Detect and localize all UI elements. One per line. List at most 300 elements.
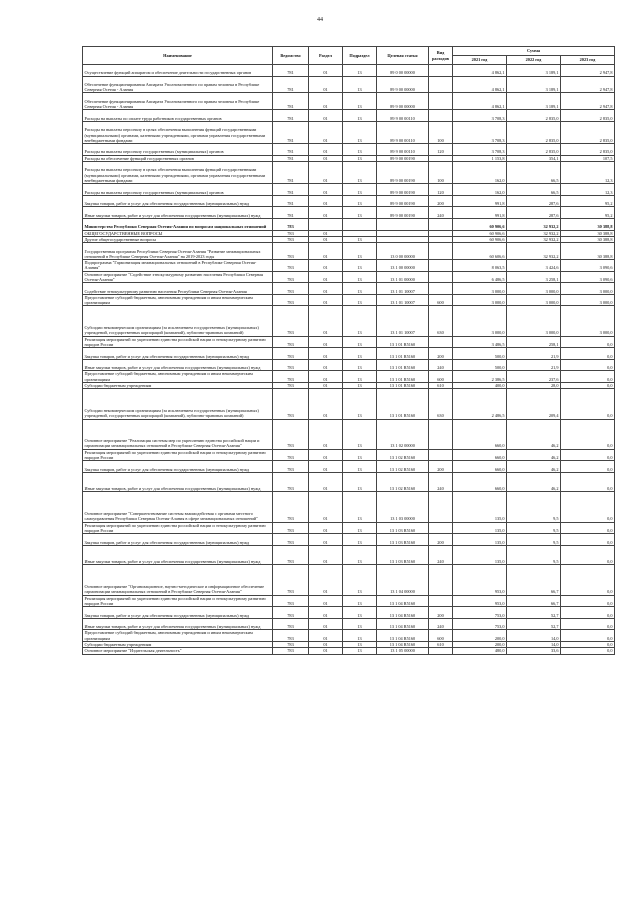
cell-y2: 33,6 xyxy=(507,648,561,654)
cell-dept: 783 xyxy=(273,618,309,630)
cell-dept: 783 xyxy=(273,219,309,231)
cell-dept: 781 xyxy=(273,195,309,207)
cell-sub: 13 xyxy=(343,162,377,184)
table-row xyxy=(83,472,615,492)
cell-dept: 783 xyxy=(273,648,309,654)
cell-target: 13 1 04 00000 xyxy=(377,565,429,595)
cell-dept: 783 xyxy=(273,472,309,492)
cell-dept: 783 xyxy=(273,260,309,272)
cell-dept: 783 xyxy=(273,642,309,648)
cell-vr: 120 xyxy=(429,144,453,156)
cell-target: 13 1 04 R5160 xyxy=(377,618,429,630)
cell-y1: 500,0 xyxy=(453,348,507,360)
cell-vr xyxy=(429,93,453,110)
cell-y2: 9,5 xyxy=(507,492,561,522)
cell-y1: 3 000,0 xyxy=(453,283,507,295)
cell-target: 13 1 03 00000 xyxy=(377,492,429,522)
cell-y3: 0,0 xyxy=(561,565,615,595)
cell-sub: 13 xyxy=(343,648,377,654)
header-exptype: Вид расходов xyxy=(429,47,453,65)
cell-sub: 13 xyxy=(343,155,377,161)
cell-dept: 781 xyxy=(273,144,309,156)
cell-sec: 01 xyxy=(309,359,343,371)
cell-sec: 01 xyxy=(309,565,343,595)
cell-y1: 953,0 xyxy=(453,595,507,607)
cell-dept: 783 xyxy=(273,283,309,295)
cell-name: Субсидии некоммерческим организациям (за исключением государственных (муниципальных) учреждений, государственных корпораций (компаний), публично-правовых компаний) xyxy=(83,389,273,419)
table-row xyxy=(83,545,615,565)
cell-y3: 0,0 xyxy=(561,461,615,473)
cell-y2: 32 932,2 xyxy=(507,219,561,231)
cell-y1: 660,0 xyxy=(453,472,507,492)
cell-y2: 32 932,2 xyxy=(507,236,561,242)
table-row xyxy=(83,565,615,595)
cell-y2: 3 000,0 xyxy=(507,294,561,306)
cell-sub: 13 xyxy=(343,207,377,219)
cell-target: 13 1 02 R5160 xyxy=(377,461,429,473)
cell-dept: 783 xyxy=(273,545,309,565)
cell-dept: 783 xyxy=(273,492,309,522)
cell-name: Закупка товаров, работ и услуг для обеспечения государственных (муниципальных) нужд xyxy=(83,534,273,546)
cell-dept: 783 xyxy=(273,230,309,236)
cell-y3: 2 947,8 xyxy=(561,65,615,77)
cell-dept: 781 xyxy=(273,121,309,143)
cell-y1: 953,0 xyxy=(453,565,507,595)
cell-dept: 783 xyxy=(273,294,309,306)
cell-sub: 13 xyxy=(343,121,377,143)
cell-y1: 4 862,1 xyxy=(453,76,507,93)
cell-vr: 630 xyxy=(429,306,453,336)
cell-sub: 13 xyxy=(343,348,377,360)
cell-sec: 01 xyxy=(309,595,343,607)
cell-y2: 354,1 xyxy=(507,155,561,161)
cell-y3: 0,0 xyxy=(561,419,615,449)
cell-sec: 01 xyxy=(309,522,343,534)
cell-name: Субсидии бюджетным учреждениям xyxy=(83,383,273,389)
cell-target: 13 1 04 R5160 xyxy=(377,595,429,607)
cell-sub xyxy=(343,219,377,231)
header-name: Наименование xyxy=(83,47,273,65)
cell-vr: 600 xyxy=(429,630,453,642)
cell-vr xyxy=(429,648,453,654)
cell-sub: 13 xyxy=(343,336,377,348)
cell-dept: 783 xyxy=(273,595,309,607)
cell-y2: 52,7 xyxy=(507,618,561,630)
cell-name: Предоставление субсидий бюджетным, автономным учреждениям и иным некоммерческим организациям xyxy=(83,630,273,642)
cell-sec: 01 xyxy=(309,243,343,260)
cell-y2: 46,2 xyxy=(507,461,561,473)
header-subsection: Подраздел xyxy=(343,47,377,65)
cell-target: 89 9 00 00000 xyxy=(377,76,429,93)
cell-sec: 01 xyxy=(309,648,343,654)
page-number: 44 xyxy=(317,17,323,23)
cell-target: 89 9 00 00190 xyxy=(377,195,429,207)
cell-name: Министерство Республики Северная Осетия-Алания по вопросам национальных отношений xyxy=(83,219,273,231)
cell-target: 89 9 00 00110 xyxy=(377,121,429,143)
cell-sec: 01 xyxy=(309,184,343,196)
cell-sec: 01 xyxy=(309,642,343,648)
cell-target: 89 9 00 00190 xyxy=(377,207,429,219)
cell-sub: 13 xyxy=(343,534,377,546)
table-row xyxy=(83,219,615,231)
cell-target: 13 1 02 R5160 xyxy=(377,472,429,492)
cell-dept: 783 xyxy=(273,522,309,534)
cell-y1: 4 862,1 xyxy=(453,65,507,77)
cell-sec: 01 xyxy=(309,607,343,619)
cell-y3: 12,3 xyxy=(561,162,615,184)
cell-sub: 13 xyxy=(343,389,377,419)
cell-y1: 8 063,5 xyxy=(453,260,507,272)
cell-y2: 3 000,0 xyxy=(507,283,561,295)
header-2023: 2023 год xyxy=(561,56,615,65)
cell-vr: 610 xyxy=(429,383,453,389)
cell-y3: 0,0 xyxy=(561,449,615,461)
table-row xyxy=(83,348,615,360)
table-row xyxy=(83,121,615,143)
cell-y2: 66,5 xyxy=(507,184,561,196)
cell-dept: 781 xyxy=(273,110,309,122)
cell-sec: 01 xyxy=(309,155,343,161)
cell-y3: 107,5 xyxy=(561,155,615,161)
cell-sec: 01 xyxy=(309,207,343,219)
cell-sec: 01 xyxy=(309,271,343,283)
cell-name: ОБЩЕГОСУДАРСТВЕННЫЕ ВОПРОСЫ xyxy=(83,230,273,236)
header-section: Раздел xyxy=(309,47,343,65)
cell-sec: 01 xyxy=(309,294,343,306)
table-row xyxy=(83,207,615,219)
cell-name: Реализация мероприятий по укреплению единства российской нации и этнокультурному развитию народов России xyxy=(83,336,273,348)
table-row xyxy=(83,294,615,306)
cell-sub: 13 xyxy=(343,294,377,306)
cell-target: 13 1 01 R5160 xyxy=(377,383,429,389)
cell-vr xyxy=(429,492,453,522)
cell-sub: 13 xyxy=(343,449,377,461)
cell-y3: 0,0 xyxy=(561,545,615,565)
cell-vr xyxy=(429,283,453,295)
table-row xyxy=(83,461,615,473)
cell-target: 89 9 00 00110 xyxy=(377,144,429,156)
cell-name: Расходы на выплаты персоналу государственных (муниципальных) органов xyxy=(83,144,273,156)
cell-dept: 783 xyxy=(273,359,309,371)
cell-sub: 13 xyxy=(343,472,377,492)
cell-y3: 0,0 xyxy=(561,492,615,522)
cell-vr xyxy=(429,243,453,260)
cell-sec: 01 xyxy=(309,534,343,546)
cell-y2: 21,9 xyxy=(507,348,561,360)
cell-name: Обеспечение функционирования Аппарата Уполномоченного по правам человека в Республике Северная Осетия - Алания xyxy=(83,76,273,93)
cell-y1: 162,0 xyxy=(453,162,507,184)
cell-vr xyxy=(429,76,453,93)
table-row xyxy=(83,389,615,419)
cell-target: 89 9 00 00190 xyxy=(377,155,429,161)
cell-vr xyxy=(429,565,453,595)
cell-dept: 783 xyxy=(273,607,309,619)
cell-target: 13 1 03 R5160 xyxy=(377,534,429,546)
cell-sec: 01 xyxy=(309,419,343,449)
table-row xyxy=(83,162,615,184)
cell-y1: 3 708,3 xyxy=(453,121,507,143)
cell-name: Расходы на выплаты персоналу государственных (муниципальных) органов xyxy=(83,184,273,196)
cell-sec: 01 xyxy=(309,461,343,473)
cell-sub: 13 xyxy=(343,461,377,473)
cell-y2: 258,1 xyxy=(507,336,561,348)
cell-sub: 13 xyxy=(343,110,377,122)
cell-sub: 13 xyxy=(343,93,377,110)
cell-y2: 2 835,0 xyxy=(507,110,561,122)
cell-target: 13 1 01 R5160 xyxy=(377,336,429,348)
cell-y1: 500,0 xyxy=(453,359,507,371)
cell-vr xyxy=(429,522,453,534)
cell-name: Предоставление субсидий бюджетным, автономным учреждениям и иным некоммерческим организациям xyxy=(83,294,273,306)
cell-y3: 12,3 xyxy=(561,184,615,196)
cell-y2: 2 835,0 xyxy=(507,144,561,156)
cell-y1: 3 708,3 xyxy=(453,110,507,122)
header-sum: Сумма xyxy=(453,47,615,56)
cell-name: Расходы на выплаты персоналу в целях обеспечения выполнения функций государственными (муниципальными) органами, казенными учреждениями, органами управления государственными внебюджетными фондами xyxy=(83,162,273,184)
table-row xyxy=(83,65,615,77)
cell-sec: 01 xyxy=(309,162,343,184)
cell-target: 13 1 01 10007 xyxy=(377,283,429,295)
cell-y3: 0,0 xyxy=(561,618,615,630)
cell-sub: 13 xyxy=(343,595,377,607)
cell-name: Обеспечение функционирования Аппарата Уполномоченного по правам человека в Республике Северная Осетия - Алания xyxy=(83,93,273,110)
cell-y2: 3 189,1 xyxy=(507,65,561,77)
cell-sec: 01 xyxy=(309,389,343,419)
table-row xyxy=(83,618,615,630)
cell-target: 13 1 04 R5160 xyxy=(377,630,429,642)
table-row xyxy=(83,283,615,295)
table-row xyxy=(83,271,615,283)
cell-dept: 781 xyxy=(273,207,309,219)
cell-name: Основное мероприятие "Издательская деятельность" xyxy=(83,648,273,654)
cell-sub: 13 xyxy=(343,65,377,77)
cell-y1: 2 386,5 xyxy=(453,371,507,383)
header-2022: 2022 год xyxy=(507,56,561,65)
table-row xyxy=(83,492,615,522)
cell-sec: 01 xyxy=(309,348,343,360)
budget-table xyxy=(82,46,615,655)
cell-y1: 4 862,1 xyxy=(453,93,507,110)
cell-vr: 200 xyxy=(429,534,453,546)
cell-dept: 781 xyxy=(273,93,309,110)
table-row xyxy=(83,371,615,383)
cell-target: 13 1 01 R5160 xyxy=(377,359,429,371)
cell-y2: 66,7 xyxy=(507,595,561,607)
cell-name: Расходы на обеспечение функций государственных органов xyxy=(83,155,273,161)
cell-target: 13 1 01 R5160 xyxy=(377,371,429,383)
cell-vr: 240 xyxy=(429,618,453,630)
cell-y2: 28,0 xyxy=(507,383,561,389)
cell-sub: 13 xyxy=(343,545,377,565)
cell-y3: 95,2 xyxy=(561,195,615,207)
cell-y3: 0,0 xyxy=(561,348,615,360)
cell-name: Реализация мероприятий по укреплению единства российской нации и этнокультурному развитию народов России xyxy=(83,522,273,534)
cell-target: 89 9 00 00000 xyxy=(377,93,429,110)
cell-dept: 783 xyxy=(273,630,309,642)
cell-vr xyxy=(429,449,453,461)
cell-y1: 135,0 xyxy=(453,545,507,565)
cell-name: Иные закупки товаров, работ и услуг для обеспечения государственных (муниципальных) нужд xyxy=(83,207,273,219)
cell-name: Закупка товаров, работ и услуг для обеспечения государственных (муниципальных) нужд xyxy=(83,607,273,619)
cell-name: Реализация мероприятий по укреплению единства российской нации и этнокультурному развитию народов России xyxy=(83,449,273,461)
cell-y2: 3 000,0 xyxy=(507,306,561,336)
cell-y3: 30 388,8 xyxy=(561,230,615,236)
cell-y3: 2 835,0 xyxy=(561,121,615,143)
cell-sec: 01 xyxy=(309,121,343,143)
cell-sec: 01 xyxy=(309,283,343,295)
table-body xyxy=(83,65,615,655)
cell-sub: 13 xyxy=(343,383,377,389)
cell-y2: 21,9 xyxy=(507,359,561,371)
cell-dept: 783 xyxy=(273,271,309,283)
cell-y1: 991,8 xyxy=(453,195,507,207)
cell-target: 13 1 04 R5160 xyxy=(377,607,429,619)
cell-y2: 237,6 xyxy=(507,371,561,383)
cell-y1: 3 000,0 xyxy=(453,294,507,306)
cell-name: Закупка товаров, работ и услуг для обеспечения государственных (муниципальных) нужд xyxy=(83,348,273,360)
cell-sub: 13 xyxy=(343,565,377,595)
cell-name: Основное мероприятие "Организационное, научно-методическое и информационное обеспечение гармонизации межнациональных отношений в Республике Северная Осетия-Алания" xyxy=(83,565,273,595)
cell-y1: 135,0 xyxy=(453,492,507,522)
table-row xyxy=(83,260,615,272)
cell-sub: 13 xyxy=(343,76,377,93)
cell-vr: 630 xyxy=(429,389,453,419)
cell-y3: 0,0 xyxy=(561,472,615,492)
cell-y2: 14,0 xyxy=(507,630,561,642)
cell-sec: 01 xyxy=(309,371,343,383)
cell-vr: 610 xyxy=(429,642,453,648)
cell-sub: 13 xyxy=(343,492,377,522)
cell-y2: 2 835,0 xyxy=(507,121,561,143)
cell-vr xyxy=(429,65,453,77)
cell-y3: 2 947,8 xyxy=(561,93,615,110)
cell-dept: 783 xyxy=(273,565,309,595)
cell-vr: 200 xyxy=(429,195,453,207)
cell-sub: 13 xyxy=(343,306,377,336)
cell-sec: 01 xyxy=(309,236,343,242)
cell-sec: 01 xyxy=(309,76,343,93)
table-row xyxy=(83,144,615,156)
cell-sub: 13 xyxy=(343,144,377,156)
cell-dept: 783 xyxy=(273,348,309,360)
cell-y1: 660,0 xyxy=(453,461,507,473)
cell-name: Основное мероприятие "Реализация системы мер по укреплению единства российской нации и гармонизации межнациональных отношений в Республике Северная Осетия-Алания" xyxy=(83,419,273,449)
cell-dept: 783 xyxy=(273,389,309,419)
cell-y2: 209,4 xyxy=(507,389,561,419)
cell-vr: 200 xyxy=(429,348,453,360)
cell-y2: 46,2 xyxy=(507,472,561,492)
cell-name: Государственная программа Республики Северная Осетия-Алания "Развитие межнациональных отношений в Республике Северная Осетия-Алания" на 2019-2023 годы xyxy=(83,243,273,260)
cell-sec: 01 xyxy=(309,630,343,642)
cell-vr: 240 xyxy=(429,545,453,565)
table-row xyxy=(83,306,615,336)
cell-y2: 287,6 xyxy=(507,207,561,219)
table-row xyxy=(83,648,615,654)
cell-sec: 01 xyxy=(309,472,343,492)
cell-name: Основное мероприятие "Содействие этнокультурному развитию населения Республики Северная Осетия-Алания" xyxy=(83,271,273,283)
cell-sub: 13 xyxy=(343,607,377,619)
cell-sec: 01 xyxy=(309,65,343,77)
cell-y3: 2 947,8 xyxy=(561,76,615,93)
cell-vr: 100 xyxy=(429,162,453,184)
cell-vr: 600 xyxy=(429,371,453,383)
cell-target: 13 1 05 00000 xyxy=(377,648,429,654)
cell-y3: 3 090,6 xyxy=(561,260,615,272)
cell-vr xyxy=(429,336,453,348)
cell-y2: 52,7 xyxy=(507,607,561,619)
cell-vr: 100 xyxy=(429,121,453,143)
cell-y1: 3 708,3 xyxy=(453,144,507,156)
cell-y3: 0,0 xyxy=(561,630,615,642)
cell-sec: 01 xyxy=(309,230,343,236)
cell-sec: 01 xyxy=(309,110,343,122)
cell-name: Субсидии некоммерческим организациям (за исключением государственных (муниципальных) учреждений, государственных корпораций (компаний), публично-правовых компаний) xyxy=(83,306,273,336)
cell-y1: 1 153,8 xyxy=(453,155,507,161)
cell-dept: 783 xyxy=(273,371,309,383)
cell-y3: 30 388,8 xyxy=(561,236,615,242)
cell-sec xyxy=(309,219,343,231)
cell-y3: 0,0 xyxy=(561,359,615,371)
cell-y1: 200,0 xyxy=(453,642,507,648)
cell-name: Реализация мероприятий по укреплению единства российской нации и этнокультурному развитию народов России xyxy=(83,595,273,607)
cell-y1: 3 000,0 xyxy=(453,306,507,336)
cell-target: 13 1 01 00000 xyxy=(377,271,429,283)
cell-y3: 3 000,0 xyxy=(561,294,615,306)
cell-y1: 753,0 xyxy=(453,618,507,630)
cell-dept: 781 xyxy=(273,162,309,184)
cell-target xyxy=(377,219,429,231)
cell-y2: 9,5 xyxy=(507,534,561,546)
cell-sec: 01 xyxy=(309,449,343,461)
cell-vr xyxy=(429,419,453,449)
cell-target: 13 1 03 R5160 xyxy=(377,545,429,565)
cell-name: Закупка товаров, работ и услуг для обеспечения государственных (муниципальных) нужд xyxy=(83,195,273,207)
header-dept: Ведомство xyxy=(273,47,309,65)
cell-y2: 3 424,6 xyxy=(507,260,561,272)
cell-sec: 01 xyxy=(309,336,343,348)
cell-target: 89 9 00 00190 xyxy=(377,184,429,196)
cell-sec: 01 xyxy=(309,618,343,630)
cell-y3: 95,2 xyxy=(561,207,615,219)
cell-y3: 2 835,0 xyxy=(561,110,615,122)
cell-y3: 0,0 xyxy=(561,389,615,419)
cell-sub: 13 xyxy=(343,283,377,295)
cell-y2: 9,5 xyxy=(507,522,561,534)
cell-y3: 30 388,8 xyxy=(561,219,615,231)
cell-target: 13 1 01 R5160 xyxy=(377,348,429,360)
cell-y3: 30 388,8 xyxy=(561,243,615,260)
cell-dept: 781 xyxy=(273,65,309,77)
cell-name: Субсидии бюджетным учреждениям xyxy=(83,642,273,648)
cell-y2: 66,5 xyxy=(507,162,561,184)
cell-y3: 0,0 xyxy=(561,648,615,654)
cell-y1: 2 486,5 xyxy=(453,389,507,419)
cell-sub: 13 xyxy=(343,419,377,449)
cell-dept: 781 xyxy=(273,184,309,196)
cell-y2: 9,5 xyxy=(507,545,561,565)
cell-y3: 0,0 xyxy=(561,371,615,383)
cell-sub: 13 xyxy=(343,184,377,196)
cell-sub: 13 xyxy=(343,243,377,260)
cell-target: 13 1 01 R5160 xyxy=(377,389,429,419)
table-row xyxy=(83,522,615,534)
cell-name: Закупка товаров, работ и услуг для обеспечения государственных (муниципальных) нужд xyxy=(83,461,273,473)
cell-name: Другие общегосударственные вопросы xyxy=(83,236,273,242)
cell-dept: 781 xyxy=(273,76,309,93)
cell-y2: 32 932,2 xyxy=(507,243,561,260)
cell-sub: 13 xyxy=(343,371,377,383)
cell-name: Иные закупки товаров, работ и услуг для обеспечения государственных (муниципальных) нужд xyxy=(83,472,273,492)
